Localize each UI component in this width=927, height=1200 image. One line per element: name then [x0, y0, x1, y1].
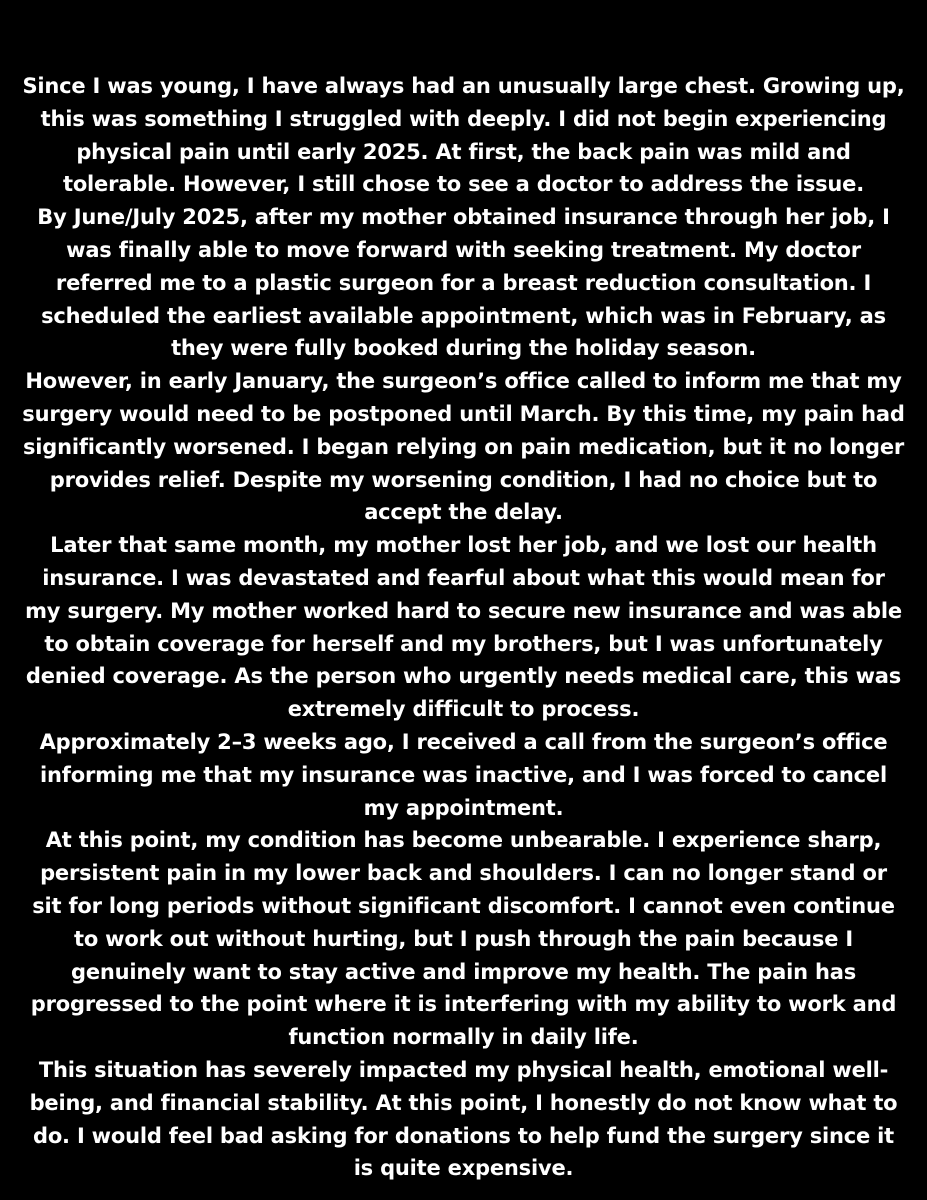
- paragraph-current-condition: At this point, my condition has become unbearable. I experience sharp, persistent pain in my lower back and shoulders. I can no longer stand or sit for long periods without significant discomfort. I cannot even continue to work out without hurting, but I push through the pain because I genuinely want to stay active and improve my health. The pain has progressed to the point where it is interfering with my ability to work and function normally in daily life.: [30, 828, 897, 1050]
- paragraph-cancellation: Approximately 2–3 weeks ago, I received a call from the surgeon’s office informing me that my insurance was inactive, and I was forced to cancel my appointment.: [39, 729, 888, 820]
- paragraph-insurance-loss: Later that same month, my mother lost her job, and we lost our health insurance. I was devastated and fearful about what this would mean for my surgery. My mother worked hard to secure new insurance and was able to obtain coverage for herself and my brothers, but I was unfortunately denied coverage. As the person who urgently needs medical care, this was extremely difficult to process.: [25, 533, 902, 722]
- story-text-block: [22, 70, 905, 1185]
- paragraph-referral: By June/July 2025, after my mother obtained insurance through her job, I was finally able to move forward with seeking treatment. My doctor referred me to a plastic surgeon for a breast reduction consultation. I scheduled the earliest available appointment, which was in February, as they were fully booked during the holiday season.: [37, 205, 890, 361]
- paragraph-impact: This situation has severely impacted my physical health, emotional well-being, and financial stability. At this point, I honestly do not know what to do. I would feel bad asking for donations to help fund the surgery since it is quite expensive.: [29, 1057, 898, 1181]
- paragraph-postponement: However, in early January, the surgeon’s office called to inform me that my surgery would need to be postponed until March. By this time, my pain had significantly worsened. I began relying on pain medication, but it no longer provides relief. Despite my worsening condition, I had no choice but to accept the delay.: [22, 369, 905, 525]
- paragraph-early-pain: Since I was young, I have always had an unusually large chest. Growing up, this was something I struggled with deeply. I did not begin experiencing physical pain until early 2025. At first, the back pain was mild and tolerable. However, I still chose to see a doctor to address the issue.: [22, 74, 905, 197]
